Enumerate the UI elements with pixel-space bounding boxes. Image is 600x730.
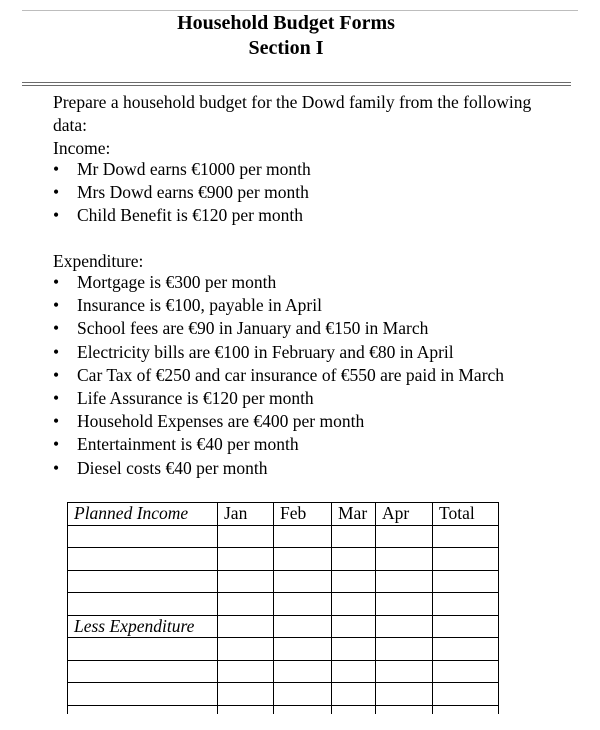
- table-cell[interactable]: [218, 638, 274, 661]
- planned-income-header: Planned Income: [68, 503, 218, 526]
- table-row: [68, 660, 499, 683]
- section-title: Section I: [248, 37, 324, 59]
- table-cell[interactable]: [274, 548, 332, 571]
- table-cell[interactable]: [433, 593, 499, 616]
- table-cell[interactable]: [218, 548, 274, 571]
- table-cell[interactable]: [332, 638, 376, 661]
- less-expenditure-label: Less Expenditure: [68, 615, 218, 638]
- mar-header: Mar: [332, 503, 376, 526]
- bullet-icon: •: [53, 272, 60, 292]
- table-cell[interactable]: [433, 615, 499, 638]
- list-item: • Child Benefit is €120 per month: [53, 204, 311, 227]
- table-cell[interactable]: [433, 683, 499, 706]
- table-cell[interactable]: [68, 683, 218, 706]
- table-cell[interactable]: [274, 683, 332, 706]
- table-cell[interactable]: [433, 548, 499, 571]
- table-row: [68, 638, 499, 661]
- bullet-icon: •: [53, 295, 60, 316]
- table-cell[interactable]: [68, 660, 218, 683]
- table-cell[interactable]: [433, 638, 499, 661]
- bullet-icon: •: [53, 457, 60, 478]
- title-divider: [22, 82, 571, 86]
- table-cell[interactable]: [274, 525, 332, 548]
- page-cutoff: [0, 714, 600, 730]
- table-cell[interactable]: [274, 615, 332, 638]
- bullet-icon: •: [53, 182, 60, 203]
- income-heading: Income:: [53, 138, 111, 159]
- table-cell[interactable]: [274, 660, 332, 683]
- table-cell[interactable]: [376, 615, 433, 638]
- table-cell[interactable]: [433, 660, 499, 683]
- table-cell[interactable]: [274, 570, 332, 593]
- table-cell[interactable]: [68, 525, 218, 548]
- list-item: • Diesel costs €40 per month: [53, 457, 504, 480]
- bullet-icon: •: [53, 318, 60, 339]
- table-row: [68, 593, 499, 616]
- list-item: • School fees are €90 in January and €150 in March: [53, 317, 504, 340]
- bullet-icon: •: [53, 411, 60, 432]
- table-cell[interactable]: [274, 593, 332, 616]
- table-cell[interactable]: [332, 570, 376, 593]
- table-cell[interactable]: [218, 615, 274, 638]
- income-list: [53, 158, 311, 228]
- table-cell[interactable]: [332, 683, 376, 706]
- table-cell[interactable]: [68, 638, 218, 661]
- list-item: • Car Tax of €250 and car insurance of €550 are paid in March: [53, 364, 504, 387]
- expenditure-list: [53, 271, 504, 480]
- list-item: • Mrs Dowd earns €900 per month: [53, 181, 311, 204]
- table-cell[interactable]: [376, 638, 433, 661]
- table-cell[interactable]: [332, 593, 376, 616]
- expenditure-heading: Expenditure:: [53, 251, 144, 271]
- table-row: [68, 683, 499, 706]
- table-cell[interactable]: [68, 548, 218, 571]
- intro-prompt: [53, 91, 553, 161]
- table-cell[interactable]: [218, 683, 274, 706]
- table-cell[interactable]: [218, 660, 274, 683]
- list-item: • Mortgage is €300 per month: [53, 271, 504, 294]
- table-cell[interactable]: [376, 570, 433, 593]
- table-cell[interactable]: [376, 548, 433, 571]
- intro-text: Prepare a household budget for the Dowd family from the following data:: [53, 92, 532, 136]
- table-cell[interactable]: [332, 660, 376, 683]
- table-cell[interactable]: [218, 570, 274, 593]
- bullet-icon: •: [53, 205, 60, 226]
- page-title: Household Budget Forms: [177, 12, 395, 34]
- table-cell[interactable]: [376, 525, 433, 548]
- table-row: [68, 548, 499, 571]
- bullet-icon: •: [53, 387, 60, 408]
- list-item: • Household Expenses are €400 per month: [53, 410, 504, 433]
- expenditure-row: [68, 615, 499, 638]
- apr-header: Apr: [376, 503, 433, 526]
- table-cell[interactable]: [68, 570, 218, 593]
- bullet-icon: •: [53, 341, 60, 362]
- table-row: [68, 525, 499, 548]
- jan-header: Jan: [218, 503, 274, 526]
- table-header-row: [68, 503, 499, 526]
- list-item: • Insurance is €100, payable in April: [53, 294, 504, 317]
- bullet-icon: •: [53, 159, 60, 179]
- table-cell[interactable]: [218, 525, 274, 548]
- table-cell[interactable]: [376, 660, 433, 683]
- table-cell[interactable]: [332, 615, 376, 638]
- table-cell[interactable]: [218, 593, 274, 616]
- bullet-icon: •: [53, 364, 60, 385]
- table-cell[interactable]: [332, 525, 376, 548]
- feb-header: Feb: [274, 503, 332, 526]
- list-item: • Life Assurance is €120 per month: [53, 387, 504, 410]
- table-cell[interactable]: [68, 593, 218, 616]
- table-cell[interactable]: [332, 548, 376, 571]
- bullet-icon: •: [53, 434, 60, 455]
- table-cell[interactable]: [433, 570, 499, 593]
- list-item: • Entertainment is €40 per month: [53, 433, 504, 456]
- table-cell[interactable]: [274, 638, 332, 661]
- list-item: • Electricity bills are €100 in February and €80 in April: [53, 341, 504, 364]
- total-header: Total: [433, 503, 499, 526]
- table-row: [68, 570, 499, 593]
- table-cell[interactable]: [433, 525, 499, 548]
- budget-table: [67, 502, 499, 728]
- list-item: • Mr Dowd earns €1000 per month: [53, 158, 311, 181]
- table-cell[interactable]: [376, 683, 433, 706]
- table-cell[interactable]: [376, 593, 433, 616]
